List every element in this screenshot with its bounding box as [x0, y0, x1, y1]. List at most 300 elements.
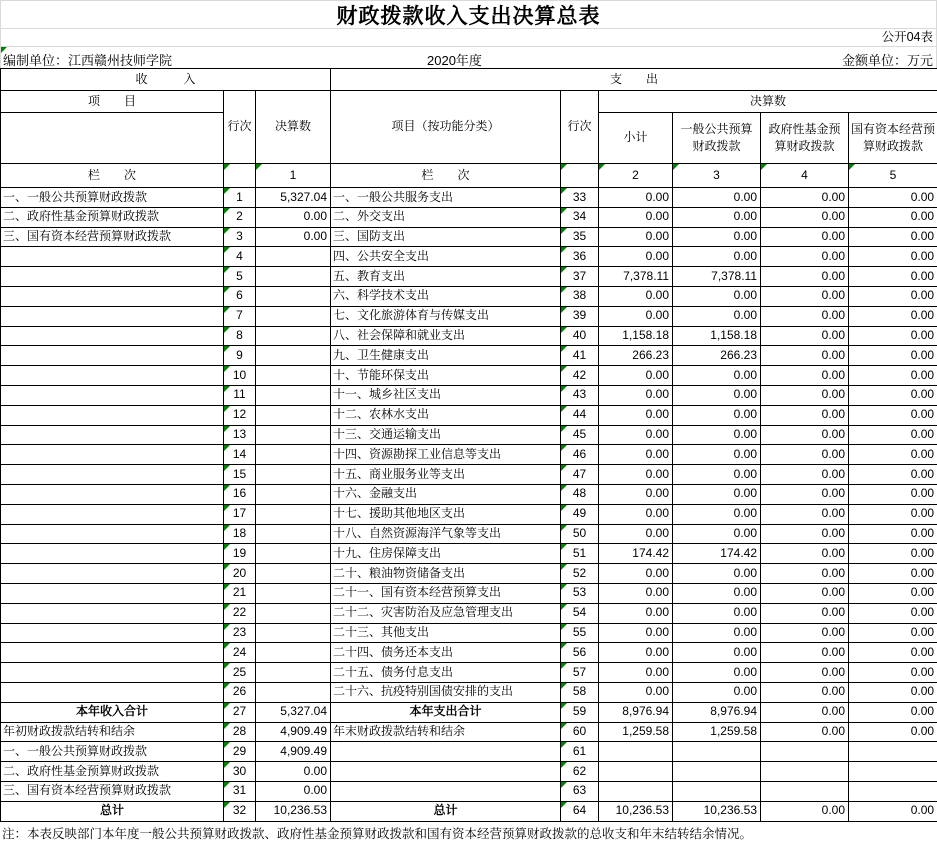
- income-line-cell[interactable]: 2: [224, 207, 256, 227]
- expense-state-capital-cell[interactable]: 0.00: [849, 286, 937, 306]
- income-item-header-blank[interactable]: [1, 113, 224, 164]
- gov-fund-budget-header[interactable]: 政府性基金预算财政拨款: [761, 113, 849, 164]
- income-amount-cell[interactable]: 4,909.49: [256, 742, 331, 762]
- expense-state-capital-cell[interactable]: 0.00: [849, 682, 937, 702]
- title-cell[interactable]: [0, 0, 937, 29]
- expense-subtotal-cell[interactable]: 7,378.11: [599, 267, 673, 287]
- income-item-cell[interactable]: [1, 643, 224, 663]
- income-line-cell[interactable]: 19: [224, 544, 256, 564]
- expense-gov-fund-cell[interactable]: 0.00: [761, 286, 849, 306]
- expense-subtotal-cell[interactable]: 0.00: [599, 207, 673, 227]
- expense-general-budget-cell[interactable]: 0.00: [673, 643, 761, 663]
- expense-state-capital-cell[interactable]: 0.00: [849, 306, 937, 326]
- income-item-cell[interactable]: 总计: [1, 801, 224, 821]
- expense-general-budget-cell[interactable]: 0.00: [673, 445, 761, 465]
- expense-gov-fund-cell[interactable]: 0.00: [761, 385, 849, 405]
- expense-subtotal-cell[interactable]: 0.00: [599, 484, 673, 504]
- expense-line-cell[interactable]: 59: [561, 702, 599, 722]
- expense-amount-header[interactable]: 决算数: [599, 91, 937, 113]
- expense-state-capital-cell[interactable]: 0.00: [849, 366, 937, 386]
- income-line-cell[interactable]: 10: [224, 366, 256, 386]
- income-amount-cell[interactable]: [256, 405, 331, 425]
- expense-item-cell[interactable]: 本年支出合计: [331, 702, 561, 722]
- income-line-cell[interactable]: 32: [224, 801, 256, 821]
- expense-line-cell[interactable]: 40: [561, 326, 599, 346]
- expense-item-cell[interactable]: 三、国防支出: [331, 227, 561, 247]
- expense-item-cell[interactable]: 二、外交支出: [331, 207, 561, 227]
- expense-general-budget-cell[interactable]: 0.00: [673, 465, 761, 485]
- expense-gov-fund-cell[interactable]: 0.00: [761, 405, 849, 425]
- expense-gov-fund-cell[interactable]: [761, 742, 849, 762]
- income-amount-cell[interactable]: [256, 504, 331, 524]
- expense-general-budget-cell[interactable]: 0.00: [673, 663, 761, 683]
- income-line-cell[interactable]: 26: [224, 682, 256, 702]
- income-item-cell[interactable]: [1, 663, 224, 683]
- expense-subtotal-cell[interactable]: 0.00: [599, 366, 673, 386]
- income-line-cell[interactable]: 29: [224, 742, 256, 762]
- expense-state-capital-cell[interactable]: 0.00: [849, 504, 937, 524]
- expense-line-cell[interactable]: 53: [561, 583, 599, 603]
- expense-item-cell[interactable]: 二十四、债务还本支出: [331, 643, 561, 663]
- expense-subtotal-cell[interactable]: 1,259.58: [599, 722, 673, 742]
- expense-item-cell[interactable]: 十六、金融支出: [331, 484, 561, 504]
- income-item-cell[interactable]: 二、政府性基金预算财政拨款: [1, 762, 224, 782]
- expense-subtotal-cell[interactable]: 0.00: [599, 465, 673, 485]
- expense-state-capital-cell[interactable]: 0.00: [849, 267, 937, 287]
- expense-line-cell[interactable]: 35: [561, 227, 599, 247]
- expense-general-budget-cell[interactable]: 0.00: [673, 504, 761, 524]
- income-line-cell[interactable]: 14: [224, 445, 256, 465]
- expense-general-budget-cell[interactable]: [673, 762, 761, 782]
- income-section-header[interactable]: 收 入: [1, 69, 331, 91]
- income-item-cell[interactable]: 二、政府性基金预算财政拨款: [1, 207, 224, 227]
- expense-colindex-5[interactable]: 5: [849, 164, 937, 188]
- income-item-cell[interactable]: 一、一般公共预算财政拨款: [1, 188, 224, 208]
- income-line-cell[interactable]: 3: [224, 227, 256, 247]
- income-amount-cell[interactable]: [256, 306, 331, 326]
- expense-line-cell[interactable]: 55: [561, 623, 599, 643]
- expense-gov-fund-cell[interactable]: 0.00: [761, 425, 849, 445]
- expense-subtotal-cell[interactable]: 266.23: [599, 346, 673, 366]
- expense-item-cell[interactable]: 十五、商业服务业等支出: [331, 465, 561, 485]
- expense-gov-fund-cell[interactable]: 0.00: [761, 326, 849, 346]
- expense-general-budget-cell[interactable]: 0.00: [673, 524, 761, 544]
- expense-general-budget-cell[interactable]: 0.00: [673, 207, 761, 227]
- income-item-cell[interactable]: [1, 623, 224, 643]
- income-amount-cell[interactable]: [256, 643, 331, 663]
- expense-general-budget-cell[interactable]: 0.00: [673, 188, 761, 208]
- income-rowno-colindex-blank[interactable]: [224, 164, 256, 188]
- expense-item-cell[interactable]: 二十、粮油物资储备支出: [331, 564, 561, 584]
- income-line-cell[interactable]: 27: [224, 702, 256, 722]
- expense-line-cell[interactable]: 57: [561, 663, 599, 683]
- expense-subtotal-cell[interactable]: 0.00: [599, 504, 673, 524]
- expense-item-cell[interactable]: 九、卫生健康支出: [331, 346, 561, 366]
- income-amount-cell[interactable]: 0.00: [256, 762, 331, 782]
- expense-gov-fund-cell[interactable]: 0.00: [761, 524, 849, 544]
- expense-line-cell[interactable]: 45: [561, 425, 599, 445]
- expense-gov-fund-cell[interactable]: [761, 762, 849, 782]
- expense-item-cell[interactable]: 五、教育支出: [331, 267, 561, 287]
- expense-gov-fund-cell[interactable]: 0.00: [761, 682, 849, 702]
- expense-gov-fund-cell[interactable]: 0.00: [761, 267, 849, 287]
- expense-state-capital-cell[interactable]: 0.00: [849, 484, 937, 504]
- income-amount-header[interactable]: 决算数: [256, 91, 331, 164]
- income-item-cell[interactable]: [1, 544, 224, 564]
- income-line-cell[interactable]: 17: [224, 504, 256, 524]
- general-public-budget-header[interactable]: 一般公共预算财政拨款: [673, 113, 761, 164]
- income-amount-cell[interactable]: [256, 663, 331, 683]
- income-line-cell[interactable]: 25: [224, 663, 256, 683]
- expense-subtotal-cell[interactable]: 0.00: [599, 286, 673, 306]
- income-item-cell[interactable]: [1, 583, 224, 603]
- income-amount-cell[interactable]: 0.00: [256, 781, 331, 801]
- income-amount-cell[interactable]: [256, 445, 331, 465]
- expense-line-cell[interactable]: 49: [561, 504, 599, 524]
- income-item-cell[interactable]: [1, 346, 224, 366]
- income-rowno-header[interactable]: 行次: [224, 91, 256, 164]
- income-item-cell[interactable]: [1, 603, 224, 623]
- expense-line-cell[interactable]: 61: [561, 742, 599, 762]
- expense-item-cell[interactable]: 十三、交通运输支出: [331, 425, 561, 445]
- expense-gov-fund-cell[interactable]: 0.00: [761, 346, 849, 366]
- expense-state-capital-cell[interactable]: 0.00: [849, 385, 937, 405]
- expense-item-cell[interactable]: 十一、城乡社区支出: [331, 385, 561, 405]
- expense-general-budget-cell[interactable]: 0.00: [673, 405, 761, 425]
- expense-state-capital-cell[interactable]: 0.00: [849, 227, 937, 247]
- expense-line-cell[interactable]: 47: [561, 465, 599, 485]
- expense-gov-fund-cell[interactable]: [761, 781, 849, 801]
- expense-state-capital-cell[interactable]: 0.00: [849, 564, 937, 584]
- expense-gov-fund-cell[interactable]: 0.00: [761, 643, 849, 663]
- expense-line-cell[interactable]: 63: [561, 781, 599, 801]
- income-line-cell[interactable]: 7: [224, 306, 256, 326]
- expense-state-capital-cell[interactable]: 0.00: [849, 247, 937, 267]
- expense-subtotal-cell[interactable]: [599, 781, 673, 801]
- expense-general-budget-cell[interactable]: 0.00: [673, 385, 761, 405]
- income-item-cell[interactable]: [1, 405, 224, 425]
- income-line-cell[interactable]: 5: [224, 267, 256, 287]
- income-line-cell[interactable]: 28: [224, 722, 256, 742]
- expense-line-cell[interactable]: 33: [561, 188, 599, 208]
- expense-general-budget-cell[interactable]: 0.00: [673, 366, 761, 386]
- expense-general-budget-cell[interactable]: 1,158.18: [673, 326, 761, 346]
- expense-item-cell[interactable]: 十九、住房保障支出: [331, 544, 561, 564]
- expense-line-cell[interactable]: 50: [561, 524, 599, 544]
- expense-general-budget-cell[interactable]: 0.00: [673, 603, 761, 623]
- expense-item-cell[interactable]: [331, 762, 561, 782]
- state-capital-budget-header[interactable]: 国有资本经营预算财政拨款: [849, 113, 937, 164]
- income-item-cell[interactable]: 年初财政拨款结转和结余: [1, 722, 224, 742]
- expense-item-cell[interactable]: 十八、自然资源海洋气象等支出: [331, 524, 561, 544]
- expense-general-budget-cell[interactable]: 0.00: [673, 484, 761, 504]
- expense-line-cell[interactable]: 62: [561, 762, 599, 782]
- expense-state-capital-cell[interactable]: 0.00: [849, 445, 937, 465]
- income-item-cell[interactable]: [1, 267, 224, 287]
- expense-general-budget-cell[interactable]: 266.23: [673, 346, 761, 366]
- income-amount-cell[interactable]: [256, 564, 331, 584]
- expense-item-cell[interactable]: 四、公共安全支出: [331, 247, 561, 267]
- expense-subtotal-cell[interactable]: 0.00: [599, 445, 673, 465]
- expense-item-cell[interactable]: 总计: [331, 801, 561, 821]
- expense-line-cell[interactable]: 34: [561, 207, 599, 227]
- expense-state-capital-cell[interactable]: 0.00: [849, 425, 937, 445]
- income-colindex-1[interactable]: 1: [256, 164, 331, 188]
- expense-subtotal-cell[interactable]: 0.00: [599, 425, 673, 445]
- expense-state-capital-cell[interactable]: 0.00: [849, 583, 937, 603]
- expense-gov-fund-cell[interactable]: 0.00: [761, 247, 849, 267]
- expense-subtotal-cell[interactable]: 0.00: [599, 663, 673, 683]
- prepared-by-cell[interactable]: 编制单位：江西赣州技师学院: [3, 53, 173, 68]
- expense-state-capital-cell[interactable]: 0.00: [849, 702, 937, 722]
- income-amount-cell[interactable]: [256, 524, 331, 544]
- expense-state-capital-cell[interactable]: 0.00: [849, 326, 937, 346]
- expense-section-header[interactable]: 支 出: [331, 69, 937, 91]
- expense-item-cell[interactable]: 二十三、其他支出: [331, 623, 561, 643]
- expense-line-cell[interactable]: 58: [561, 682, 599, 702]
- income-line-cell[interactable]: 30: [224, 762, 256, 782]
- expense-line-cell[interactable]: 52: [561, 564, 599, 584]
- income-amount-cell[interactable]: [256, 544, 331, 564]
- expense-item-cell[interactable]: 八、社会保障和就业支出: [331, 326, 561, 346]
- income-amount-cell[interactable]: [256, 465, 331, 485]
- expense-general-budget-cell[interactable]: 0.00: [673, 227, 761, 247]
- income-amount-cell[interactable]: 10,236.53: [256, 801, 331, 821]
- expense-general-budget-cell[interactable]: 8,976.94: [673, 702, 761, 722]
- expense-state-capital-cell[interactable]: 0.00: [849, 544, 937, 564]
- income-line-cell[interactable]: 24: [224, 643, 256, 663]
- income-amount-cell[interactable]: 4,909.49: [256, 722, 331, 742]
- expense-subtotal-cell[interactable]: 0.00: [599, 682, 673, 702]
- expense-rowno-header[interactable]: 行次: [561, 91, 599, 164]
- expense-subtotal-cell[interactable]: 0.00: [599, 247, 673, 267]
- income-amount-cell[interactable]: [256, 286, 331, 306]
- income-item-cell[interactable]: [1, 504, 224, 524]
- income-amount-cell[interactable]: [256, 267, 331, 287]
- expense-general-budget-cell[interactable]: 0.00: [673, 425, 761, 445]
- expense-subtotal-cell[interactable]: 0.00: [599, 227, 673, 247]
- expense-state-capital-cell[interactable]: 0.00: [849, 524, 937, 544]
- expense-item-cell[interactable]: 十、节能环保支出: [331, 366, 561, 386]
- expense-line-cell[interactable]: 36: [561, 247, 599, 267]
- income-amount-cell[interactable]: 5,327.04: [256, 188, 331, 208]
- expense-state-capital-cell[interactable]: [849, 742, 937, 762]
- income-line-cell[interactable]: 16: [224, 484, 256, 504]
- expense-subtotal-cell[interactable]: 8,976.94: [599, 702, 673, 722]
- expense-subtotal-cell[interactable]: 0.00: [599, 306, 673, 326]
- income-line-cell[interactable]: 15: [224, 465, 256, 485]
- income-line-cell[interactable]: 20: [224, 564, 256, 584]
- income-item-cell[interactable]: [1, 306, 224, 326]
- income-line-cell[interactable]: 18: [224, 524, 256, 544]
- income-line-cell[interactable]: 8: [224, 326, 256, 346]
- expense-subtotal-cell[interactable]: [599, 742, 673, 762]
- expense-item-cell[interactable]: 十七、援助其他地区支出: [331, 504, 561, 524]
- income-amount-cell[interactable]: [256, 366, 331, 386]
- expense-line-cell[interactable]: 44: [561, 405, 599, 425]
- expense-subtotal-cell[interactable]: 174.42: [599, 544, 673, 564]
- expense-line-cell[interactable]: 43: [561, 385, 599, 405]
- expense-gov-fund-cell[interactable]: 0.00: [761, 603, 849, 623]
- expense-line-cell[interactable]: 64: [561, 801, 599, 821]
- expense-subtotal-cell[interactable]: 0.00: [599, 405, 673, 425]
- income-amount-cell[interactable]: 0.00: [256, 227, 331, 247]
- amount-unit-cell[interactable]: 金额单位：万元: [841, 53, 933, 68]
- income-item-cell[interactable]: [1, 385, 224, 405]
- expense-item-header[interactable]: 项目（按功能分类）: [331, 91, 561, 164]
- expense-line-cell[interactable]: 46: [561, 445, 599, 465]
- expense-gov-fund-cell[interactable]: 0.00: [761, 188, 849, 208]
- expense-line-cell[interactable]: 56: [561, 643, 599, 663]
- expense-state-capital-cell[interactable]: [849, 781, 937, 801]
- income-item-header[interactable]: 项 目: [1, 91, 224, 113]
- expense-item-cell[interactable]: 十四、资源勘探工业信息等支出: [331, 445, 561, 465]
- income-item-cell[interactable]: [1, 465, 224, 485]
- expense-item-cell[interactable]: [331, 781, 561, 801]
- expense-general-budget-cell[interactable]: 10,236.53: [673, 801, 761, 821]
- expense-general-budget-cell[interactable]: 174.42: [673, 544, 761, 564]
- expense-general-budget-cell[interactable]: 0.00: [673, 247, 761, 267]
- income-line-cell[interactable]: 9: [224, 346, 256, 366]
- expense-item-cell[interactable]: 一、一般公共服务支出: [331, 188, 561, 208]
- expense-line-cell[interactable]: 42: [561, 366, 599, 386]
- expense-colindex-label[interactable]: 栏 次: [331, 164, 561, 188]
- expense-subtotal-cell[interactable]: [599, 762, 673, 782]
- income-amount-cell[interactable]: [256, 583, 331, 603]
- income-amount-cell[interactable]: [256, 484, 331, 504]
- subtotal-header[interactable]: 小计: [599, 113, 673, 164]
- expense-gov-fund-cell[interactable]: 0.00: [761, 801, 849, 821]
- expense-line-cell[interactable]: 60: [561, 722, 599, 742]
- income-item-cell[interactable]: [1, 524, 224, 544]
- expense-state-capital-cell[interactable]: 0.00: [849, 623, 937, 643]
- expense-item-cell[interactable]: 七、文化旅游体育与传媒支出: [331, 306, 561, 326]
- expense-line-cell[interactable]: 48: [561, 484, 599, 504]
- income-amount-cell[interactable]: [256, 603, 331, 623]
- expense-item-cell[interactable]: 十二、农林水支出: [331, 405, 561, 425]
- income-line-cell[interactable]: 6: [224, 286, 256, 306]
- expense-colindex-4[interactable]: 4: [761, 164, 849, 188]
- expense-subtotal-cell[interactable]: 0.00: [599, 564, 673, 584]
- income-amount-cell[interactable]: [256, 682, 331, 702]
- income-item-cell[interactable]: [1, 445, 224, 465]
- expense-line-cell[interactable]: 51: [561, 544, 599, 564]
- income-amount-cell[interactable]: [256, 247, 331, 267]
- income-item-cell[interactable]: 三、国有资本经营预算财政拨款: [1, 781, 224, 801]
- income-item-cell[interactable]: 三、国有资本经营预算财政拨款: [1, 227, 224, 247]
- table-code-cell[interactable]: [0, 29, 937, 47]
- expense-gov-fund-cell[interactable]: 0.00: [761, 583, 849, 603]
- expense-state-capital-cell[interactable]: 0.00: [849, 405, 937, 425]
- expense-subtotal-cell[interactable]: 1,158.18: [599, 326, 673, 346]
- expense-state-capital-cell[interactable]: 0.00: [849, 603, 937, 623]
- expense-subtotal-cell[interactable]: 0.00: [599, 623, 673, 643]
- expense-state-capital-cell[interactable]: 0.00: [849, 801, 937, 821]
- income-item-cell[interactable]: [1, 484, 224, 504]
- expense-subtotal-cell[interactable]: 0.00: [599, 188, 673, 208]
- expense-colindex-3[interactable]: 3: [673, 164, 761, 188]
- income-item-cell[interactable]: [1, 425, 224, 445]
- expense-general-budget-cell[interactable]: 0.00: [673, 682, 761, 702]
- expense-general-budget-cell[interactable]: 0.00: [673, 286, 761, 306]
- income-item-cell[interactable]: [1, 286, 224, 306]
- income-amount-cell[interactable]: 5,327.04: [256, 702, 331, 722]
- income-line-cell[interactable]: 1: [224, 188, 256, 208]
- expense-gov-fund-cell[interactable]: 0.00: [761, 544, 849, 564]
- expense-state-capital-cell[interactable]: [849, 762, 937, 782]
- expense-state-capital-cell[interactable]: 0.00: [849, 188, 937, 208]
- income-colindex-label[interactable]: 栏 次: [1, 164, 224, 188]
- expense-item-cell[interactable]: 二十二、灾害防治及应急管理支出: [331, 603, 561, 623]
- expense-gov-fund-cell[interactable]: 0.00: [761, 445, 849, 465]
- expense-state-capital-cell[interactable]: 0.00: [849, 663, 937, 683]
- expense-gov-fund-cell[interactable]: 0.00: [761, 306, 849, 326]
- income-item-cell[interactable]: [1, 326, 224, 346]
- fiscal-year-cell[interactable]: 2020年度: [427, 53, 482, 68]
- expense-state-capital-cell[interactable]: 0.00: [849, 346, 937, 366]
- expense-colindex-2[interactable]: 2: [599, 164, 673, 188]
- income-line-cell[interactable]: 13: [224, 425, 256, 445]
- income-amount-cell[interactable]: [256, 425, 331, 445]
- expense-general-budget-cell[interactable]: 7,378.11: [673, 267, 761, 287]
- income-item-cell[interactable]: 本年收入合计: [1, 702, 224, 722]
- income-line-cell[interactable]: 21: [224, 583, 256, 603]
- expense-gov-fund-cell[interactable]: 0.00: [761, 465, 849, 485]
- income-line-cell[interactable]: 31: [224, 781, 256, 801]
- income-amount-cell[interactable]: [256, 346, 331, 366]
- expense-state-capital-cell[interactable]: 0.00: [849, 722, 937, 742]
- expense-item-cell[interactable]: 二十一、国有资本经营预算支出: [331, 583, 561, 603]
- expense-subtotal-cell[interactable]: 0.00: [599, 524, 673, 544]
- expense-subtotal-cell[interactable]: 0.00: [599, 603, 673, 623]
- income-amount-cell[interactable]: [256, 326, 331, 346]
- expense-line-cell[interactable]: 37: [561, 267, 599, 287]
- expense-item-cell[interactable]: [331, 742, 561, 762]
- expense-general-budget-cell[interactable]: 0.00: [673, 583, 761, 603]
- income-line-cell[interactable]: 11: [224, 385, 256, 405]
- income-item-cell[interactable]: [1, 366, 224, 386]
- expense-gov-fund-cell[interactable]: 0.00: [761, 484, 849, 504]
- income-line-cell[interactable]: 4: [224, 247, 256, 267]
- expense-subtotal-cell[interactable]: 10,236.53: [599, 801, 673, 821]
- expense-state-capital-cell[interactable]: 0.00: [849, 207, 937, 227]
- expense-line-cell[interactable]: 39: [561, 306, 599, 326]
- expense-gov-fund-cell[interactable]: 0.00: [761, 564, 849, 584]
- expense-item-cell[interactable]: 年末财政拨款结转和结余: [331, 722, 561, 742]
- expense-subtotal-cell[interactable]: 0.00: [599, 385, 673, 405]
- expense-general-budget-cell[interactable]: [673, 742, 761, 762]
- income-item-cell[interactable]: 一、一般公共预算财政拨款: [1, 742, 224, 762]
- expense-general-budget-cell[interactable]: 1,259.58: [673, 722, 761, 742]
- expense-general-budget-cell[interactable]: [673, 781, 761, 801]
- expense-item-cell[interactable]: 六、科学技术支出: [331, 286, 561, 306]
- income-item-cell[interactable]: [1, 682, 224, 702]
- income-amount-cell[interactable]: [256, 385, 331, 405]
- expense-gov-fund-cell[interactable]: 0.00: [761, 663, 849, 683]
- expense-state-capital-cell[interactable]: 0.00: [849, 465, 937, 485]
- expense-general-budget-cell[interactable]: 0.00: [673, 306, 761, 326]
- expense-gov-fund-cell[interactable]: 0.00: [761, 702, 849, 722]
- expense-line-cell[interactable]: 38: [561, 286, 599, 306]
- expense-rowno-colindex-blank[interactable]: [561, 164, 599, 188]
- income-amount-cell[interactable]: [256, 623, 331, 643]
- expense-gov-fund-cell[interactable]: 0.00: [761, 207, 849, 227]
- expense-general-budget-cell[interactable]: 0.00: [673, 564, 761, 584]
- expense-item-cell[interactable]: 二十六、抗疫特别国债安排的支出: [331, 682, 561, 702]
- income-item-cell[interactable]: [1, 247, 224, 267]
- expense-line-cell[interactable]: 41: [561, 346, 599, 366]
- expense-gov-fund-cell[interactable]: 0.00: [761, 504, 849, 524]
